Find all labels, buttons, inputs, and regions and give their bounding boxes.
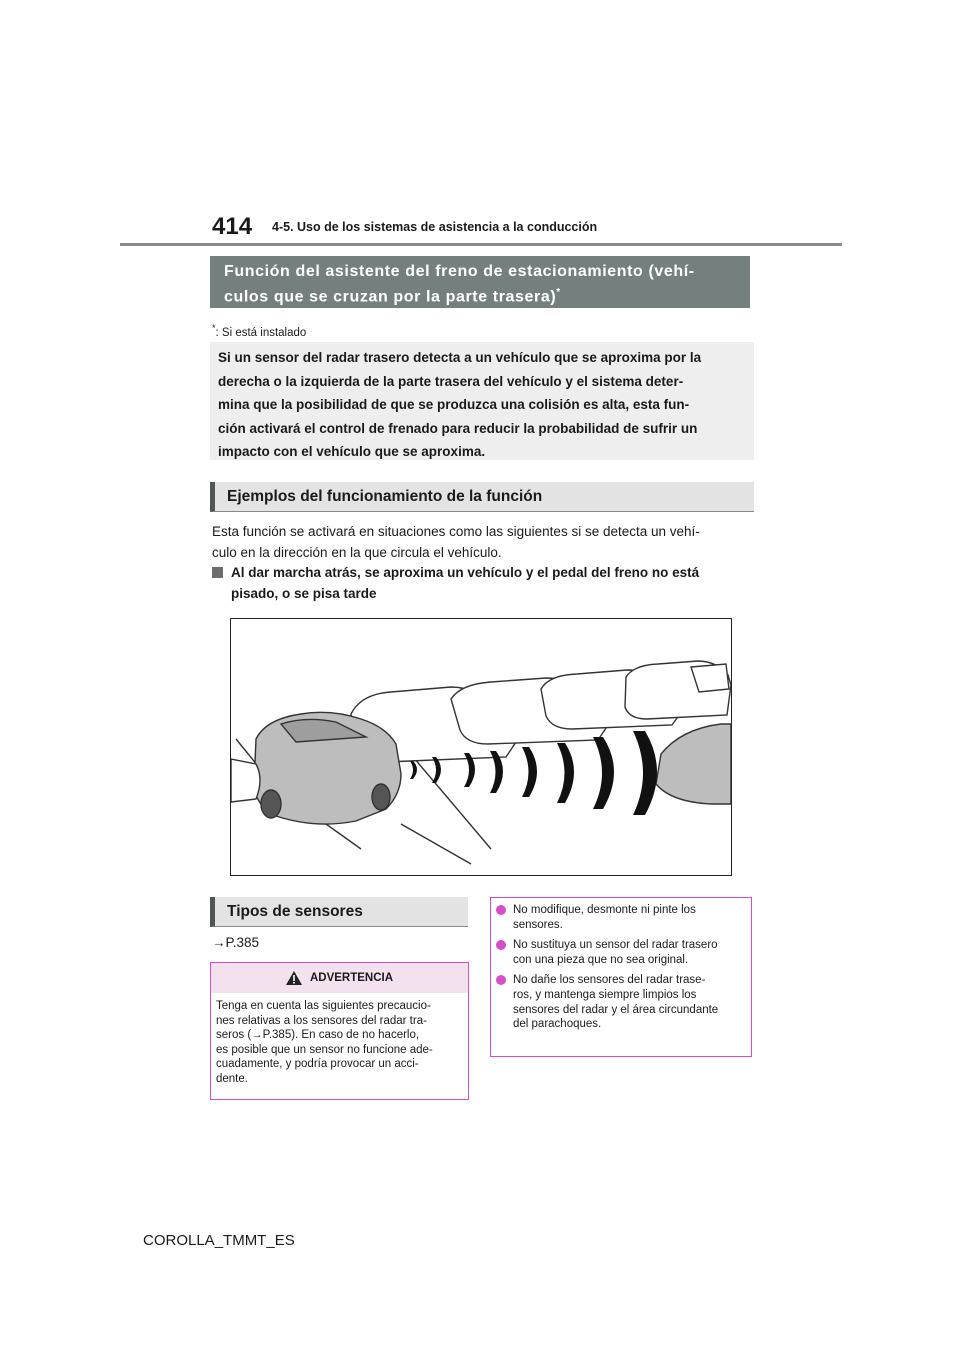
page-reference-link[interactable]: →P.385 <box>212 935 260 950</box>
intro-line: mina que la posibilidad de que se produzca una colisión es alta, esta fun- <box>218 397 690 413</box>
cautions-box <box>490 897 752 1057</box>
caution-line: No sustituya un sensor del radar trasero <box>513 939 718 952</box>
warning-line: seros (→P.385). En caso de no hacerlo, <box>216 1029 420 1042</box>
footnote <box>212 323 306 339</box>
warning-triangle-icon <box>286 971 302 985</box>
document-id: COROLLA_TMMT_ES <box>143 1232 295 1249</box>
caution-item <box>496 973 745 1031</box>
warning-header <box>211 963 468 993</box>
function-title <box>210 256 750 308</box>
caution-line: con una pieza que no sea original. <box>513 953 689 966</box>
title-line-1: Función del asistente del freno de estacionamiento (vehí- <box>224 263 695 280</box>
bullet-square-icon <box>212 567 223 578</box>
bullet-dot-icon <box>496 940 506 950</box>
warning-line: dente. <box>216 1072 248 1085</box>
examples-heading: Ejemplos del funcionamiento de la función <box>210 482 754 512</box>
caution-line: ros, y mantenga siempre limpios los <box>513 988 697 1001</box>
warning-box <box>210 962 469 1100</box>
warning-line: nes relativas a los sensores del radar tra- <box>216 1014 427 1027</box>
examples-body-line: culo en la dirección en la que circula el vehículo. <box>212 545 502 560</box>
bullet-line-2: pisado, o se pisa tarde <box>231 585 377 601</box>
caution-item <box>496 938 745 967</box>
bullet-dot-icon <box>496 975 506 985</box>
caution-line: sensores. <box>513 918 563 931</box>
caution-line: sensores del radar y el área circundante <box>513 1003 719 1016</box>
title-line-2: culos que se cruzan por la parte trasera) <box>224 288 557 306</box>
footnote-mark: * <box>212 323 216 333</box>
warning-line: Tenga en cuenta las siguientes precaucio- <box>216 1000 431 1012</box>
header-rule <box>120 243 842 246</box>
section-title: 4-5. Uso de los sistemas de asistencia a la conducción <box>272 220 598 234</box>
examples-body <box>212 521 756 563</box>
sensors-heading: Tipos de sensores <box>210 897 468 927</box>
warning-line: cuadamente, y podría provocar un acci- <box>216 1058 419 1071</box>
title-mark: * <box>556 287 561 298</box>
examples-body-line: Esta función se activará en situaciones como las siguientes si se detecta un vehí- <box>212 524 700 539</box>
page-number: 414 <box>212 213 253 240</box>
intro-line: derecha o la izquierda de la parte trasera del vehículo y el sistema deter- <box>218 373 684 389</box>
warning-line: es posible que un sensor no funcione ade- <box>216 1043 433 1056</box>
bullet-line-1: Al dar marcha atrás, se aproxima un vehículo y el pedal del freno no está <box>231 565 700 580</box>
warning-label: ADVERTENCIA <box>309 972 394 984</box>
intro-line: ción activará el control de frenado para reducir la probabilidad de sufrir un <box>218 420 698 436</box>
parking-illustration <box>230 618 732 876</box>
footnote-text: : Si está instalado <box>215 326 307 339</box>
example-bullet <box>212 563 752 604</box>
caution-line: No dañe los sensores del radar trase- <box>513 974 706 987</box>
warning-body <box>211 993 468 1093</box>
intro-line: Si un sensor del radar trasero detecta a un vehículo que se aproxima por la <box>218 350 702 365</box>
caution-line: No modifique, desmonte ni pinte los <box>513 904 696 916</box>
caution-item <box>496 903 745 932</box>
bullet-dot-icon <box>496 905 506 915</box>
intro-box <box>210 342 754 460</box>
intro-line: impacto con el vehículo que se aproxima. <box>218 444 486 460</box>
caution-line: del parachoques. <box>513 1018 602 1031</box>
parking-scene-graphic <box>231 619 731 875</box>
